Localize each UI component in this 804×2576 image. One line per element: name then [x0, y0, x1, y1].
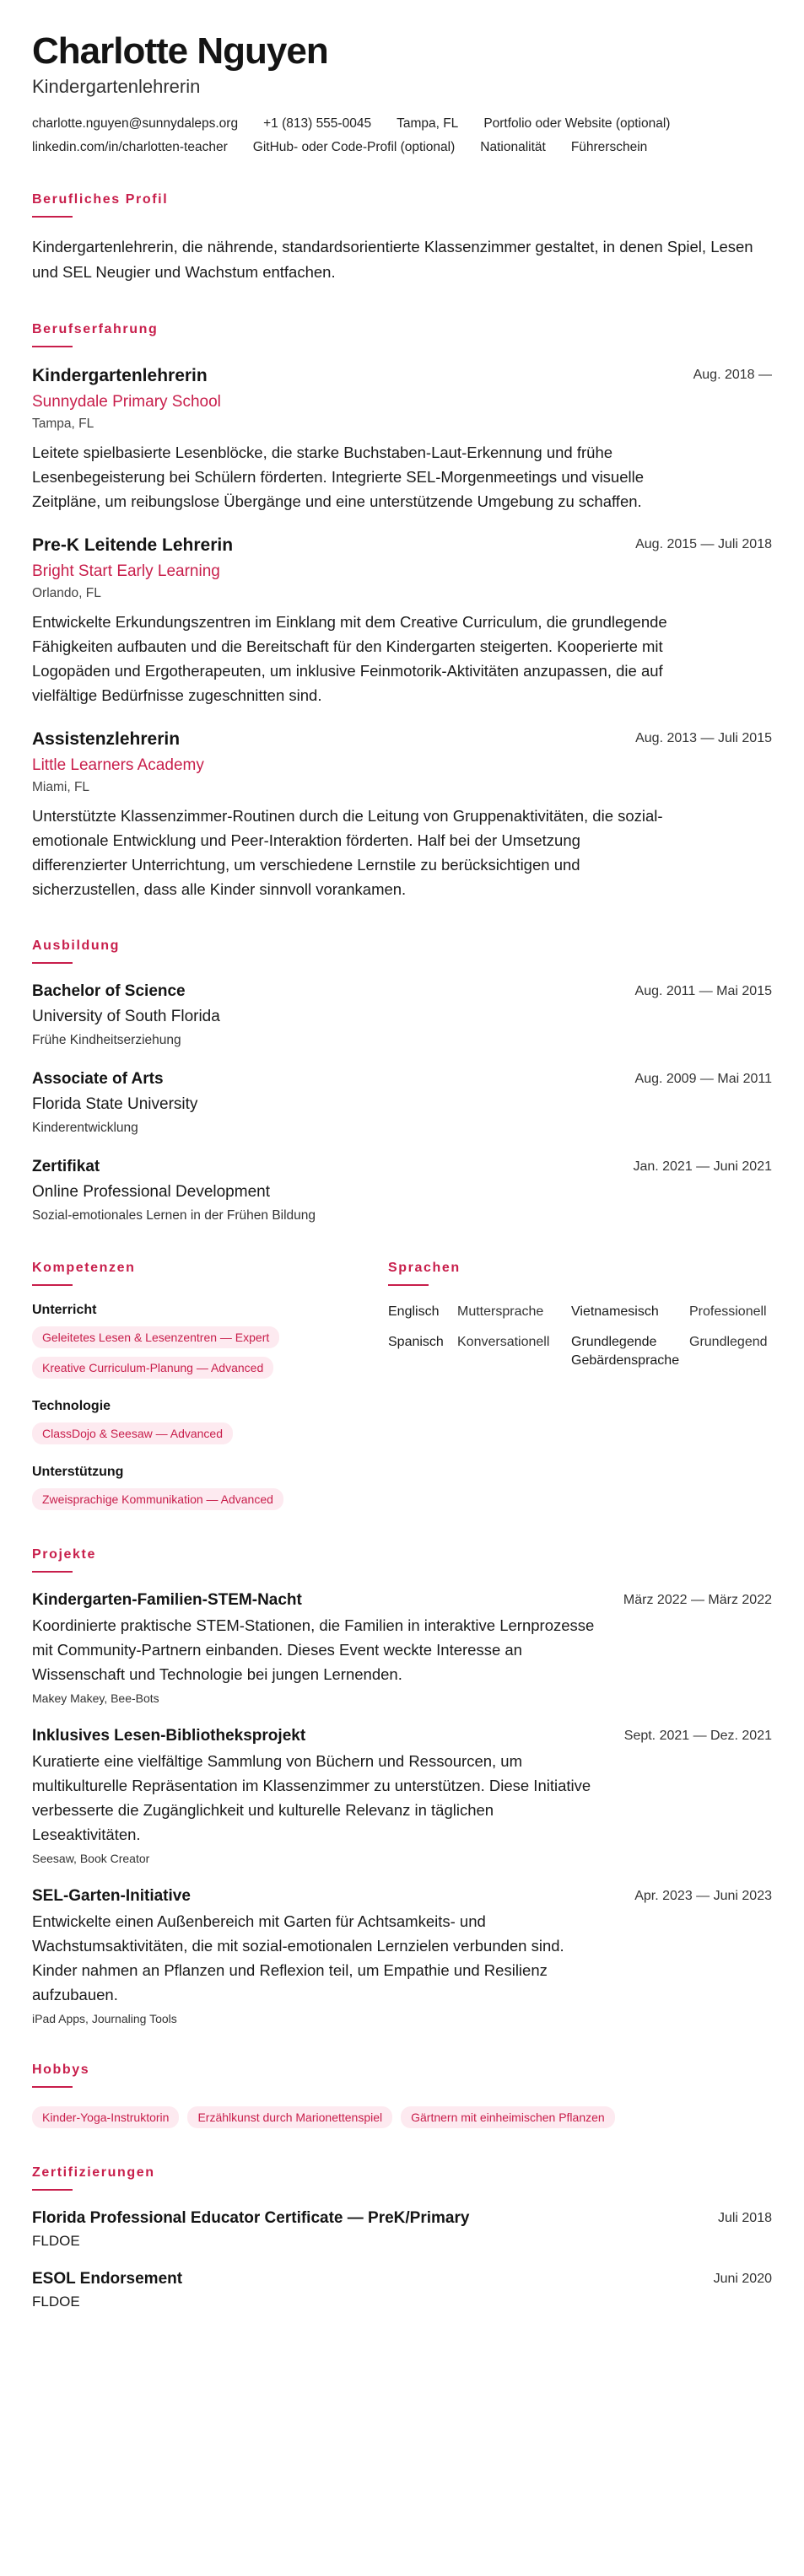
skill-group-label: Technologie — [32, 1399, 111, 1413]
language-name: Englisch — [388, 1304, 440, 1319]
education-section-head — [32, 938, 772, 964]
projects-heading: Projekte — [32, 1547, 96, 1562]
hobby-tag: Gärtnern mit einheimischen Pflanzen — [401, 2106, 615, 2128]
experience-heading: Berufserfahrung — [32, 322, 159, 336]
experience-role: Pre-K Leitende Lehrerin — [32, 535, 234, 555]
contact-portfolio[interactable]: Portfolio oder Website (optional) — [483, 116, 671, 131]
project-entry — [32, 1887, 772, 2025]
language-level: Professionell — [689, 1304, 767, 1319]
section-divider — [32, 2086, 73, 2088]
experience-entry — [32, 366, 772, 514]
project-dates: März 2022 — März 2022 — [623, 1593, 772, 1607]
contact-phone[interactable]: +1 (813) 555-0045 — [263, 116, 372, 131]
languages-list — [388, 1303, 772, 1370]
skill-tag: Geleitetes Lesen & Lesenzentren — Expert — [32, 1326, 279, 1348]
hobby-tags — [32, 2106, 772, 2128]
hobbies-section-head — [32, 2062, 772, 2088]
project-entry — [32, 1591, 772, 1705]
project-description: Kuratierte eine vielfältige Sammlung von Büchern und Ressourcen, um multikulturelle Repräsentation im Klassenzimmer zu unterstützen. Diese Initiative verbesserte die Zugänglichkeit und kulturelle Relevanz in täglichen Leseaktivitäten. — [32, 1752, 591, 1843]
education-field: Sozial-emotionales Lernen in der Frühen Bildung — [32, 1208, 316, 1223]
languages-heading: Sprachen — [388, 1261, 461, 1275]
experience-description: Leitete spielbasierte Lesenblöcke, die starke Buchstaben-Laut-Erkennung und frühe Lesenbegeisterung bei Schülern förderten. Integrierte SEL-Morgenmeetings und visuelle Zeitpläne, um reibungslose Übergänge und eine unterstützende Umgebung zu schaffen. — [32, 444, 645, 510]
education-degree: Associate of Arts — [32, 1070, 164, 1088]
education-school: Florida State University — [32, 1095, 198, 1113]
experience-dates: Aug. 2015 — Juli 2018 — [635, 537, 772, 551]
certification-issuer: FLDOE — [32, 2233, 80, 2249]
education-school: Online Professional Development — [32, 1183, 270, 1201]
contact-location: Tampa, FL — [397, 116, 459, 131]
skill-group-label: Unterstützung — [32, 1465, 124, 1479]
certification-date: Juli 2018 — [717, 2211, 772, 2225]
project-description: Entwickelte einen Außenbereich mit Garten für Achtsamkeits- und Wachstumsaktivitäten, die mit sozial-emotionalen Lernzielen verbunden sind. Kinder nahmen an Pflanzen und Reflexion teil, um Empathie und Resilienz aufzubauen. — [32, 1912, 564, 2003]
language-level: Grundlegend — [689, 1335, 768, 1349]
experience-section-head — [32, 322, 772, 347]
skill-tags — [32, 1422, 388, 1444]
education-dates: Aug. 2011 — Mai 2015 — [634, 984, 772, 998]
contact-license: Führerschein — [570, 140, 648, 154]
project-entry — [32, 1727, 772, 1865]
experience-dates: Aug. 2018 — — [693, 368, 772, 382]
education-field: Frühe Kindheitserziehung — [32, 1033, 181, 1047]
education-dates: Jan. 2021 — Juni 2021 — [633, 1159, 772, 1174]
projects-list — [32, 1591, 772, 2025]
profile-section-head — [32, 192, 772, 218]
education-entry — [32, 1158, 772, 1223]
resume-header — [32, 30, 772, 155]
certifications-section-head — [32, 2165, 772, 2191]
skill-group — [32, 1465, 388, 1510]
skill-tag: Kreative Curriculum-Planung — Advanced — [32, 1357, 273, 1379]
education-dates: Aug. 2009 — Mai 2011 — [634, 1072, 772, 1086]
skill-group-label: Unterricht — [32, 1303, 97, 1317]
experience-entry — [32, 535, 772, 707]
certification-entry — [32, 2209, 772, 2250]
profile-heading: Berufliches Profil — [32, 192, 169, 207]
language-level: Muttersprache — [457, 1304, 544, 1319]
project-dates: Sept. 2021 — Dez. 2021 — [623, 1729, 772, 1743]
project-tools: Makey Makey, Bee-Bots — [32, 1691, 159, 1705]
skills-section — [32, 1261, 388, 1510]
experience-list — [32, 366, 772, 901]
project-dates: Apr. 2023 — Juni 2023 — [634, 1889, 772, 1903]
experience-entry — [32, 729, 772, 901]
project-title: Inklusives Lesen-Bibliotheksprojekt — [32, 1727, 306, 1745]
candidate-title: Kindergartenlehrerin — [32, 76, 201, 97]
certification-issuer: FLDOE — [32, 2294, 80, 2310]
certifications-list — [32, 2209, 772, 2310]
projects-section-head — [32, 1547, 772, 1573]
section-divider — [32, 1284, 73, 1286]
section-divider — [32, 1571, 73, 1573]
section-divider — [32, 216, 73, 218]
education-degree: Zertifikat — [32, 1158, 100, 1175]
hobby-tag: Erzählkunst durch Marionettenspiel — [187, 2106, 392, 2128]
project-tools: Seesaw, Book Creator — [32, 1852, 150, 1865]
certification-entry — [32, 2270, 772, 2310]
section-divider — [32, 962, 73, 964]
education-degree: Bachelor of Science — [32, 982, 186, 1000]
language-name: Grundlegende Gebärdensprache — [571, 1335, 680, 1368]
skill-group — [32, 1399, 388, 1444]
skill-tag: ClassDojo & Seesaw — Advanced — [32, 1422, 233, 1444]
certification-date: Juni 2020 — [713, 2272, 772, 2286]
education-field: Kinderentwicklung — [32, 1121, 138, 1135]
language-name: Vietnamesisch — [571, 1304, 659, 1319]
education-entry — [32, 982, 772, 1048]
hobby-tag: Kinder-Yoga-Instruktorin — [32, 2106, 179, 2128]
experience-location: Tampa, FL — [32, 417, 94, 431]
section-divider — [32, 346, 73, 347]
experience-location: Orlando, FL — [32, 586, 101, 600]
experience-company: Little Learners Academy — [32, 756, 204, 774]
certification-name: Florida Professional Educator Certificate — PreK/Primary — [32, 2209, 470, 2227]
education-list — [32, 982, 772, 1223]
education-entry — [32, 1070, 772, 1136]
project-description: Koordinierte praktische STEM-Stationen, die Familien in interaktive Lernprozesse mit Community-Partnern einbanden. Dieses Event weckte Interesse an Wissenschaft und Technologie bei jungen Lernenden. — [32, 1616, 595, 1683]
experience-description: Unterstützte Klassenzimmer-Routinen durch die Leitung von Gruppenaktivitäten, die sozial-emotionale Entwicklung und Peer-Interaktion förderten. Half bei der Umsetzung differenzierter Unterrichtung, um verschiedene Lernstile zu berücksichtigen und sicherzustellen, dass alle Kinder sinnvoll vorankamen. — [32, 807, 663, 898]
language-level: Konversationell — [457, 1335, 550, 1349]
experience-company: Bright Start Early Learning — [32, 562, 220, 580]
project-title: Kindergarten-Familien-STEM-Nacht — [32, 1591, 302, 1609]
experience-company: Sunnydale Primary School — [32, 393, 221, 411]
skills-heading: Kompetenzen — [32, 1261, 136, 1275]
experience-role: Kindergartenlehrerin — [32, 366, 208, 385]
candidate-name: Charlotte Nguyen — [32, 30, 328, 72]
language-name: Spanisch — [388, 1335, 444, 1349]
contact-info — [32, 116, 772, 155]
contact-email[interactable]: charlotte.nguyen@sunnydaleps.org — [32, 116, 239, 131]
contact-nationality: Nationalität — [480, 140, 546, 154]
education-school: University of South Florida — [32, 1008, 220, 1025]
hobbies-heading: Hobbys — [32, 2062, 90, 2077]
skills-languages-row — [32, 1261, 772, 1510]
experience-dates: Aug. 2013 — Juli 2015 — [635, 731, 772, 745]
project-title: SEL-Garten-Initiative — [32, 1887, 191, 1905]
contact-github[interactable]: GitHub- oder Code-Profil (optional) — [252, 140, 456, 154]
skill-group — [32, 1303, 388, 1379]
skill-tags — [32, 1488, 388, 1510]
project-tools: iPad Apps, Journaling Tools — [32, 2012, 177, 2025]
education-heading: Ausbildung — [32, 938, 120, 953]
section-divider — [388, 1284, 429, 1286]
languages-section — [388, 1261, 772, 1510]
certification-name: ESOL Endorsement — [32, 2270, 183, 2288]
skill-tags — [32, 1326, 388, 1379]
experience-role: Assistenzlehrerin — [32, 729, 181, 749]
certifications-heading: Zertifizierungen — [32, 2165, 155, 2180]
section-divider — [32, 2189, 73, 2191]
experience-description: Entwickelte Erkundungszentren im Einklang mit dem Creative Curriculum, die grundlegende Fähigkeiten aufbauten und die Bereitschaft für den Kindergarten steigerten. Kooperierte mit Logopäden und Ergotherapeuten, um inklusive Feinmotorik-Aktivitäten anzupassen, die auf vielfältige Bedürfnisse zugeschnitten sind. — [32, 613, 667, 704]
experience-location: Miami, FL — [32, 780, 90, 794]
skill-tag: Zweisprachige Kommunikation — Advanced — [32, 1488, 283, 1510]
profile-summary: Kindergartenlehrerin, die nährende, standardsorientierte Klassenzimmer gestaltet, in denen Spiel, Lesen und SEL Neugier und Wachstum entfachen. — [32, 238, 753, 281]
contact-linkedin[interactable]: linkedin.com/in/charlotten-teacher — [32, 140, 228, 154]
